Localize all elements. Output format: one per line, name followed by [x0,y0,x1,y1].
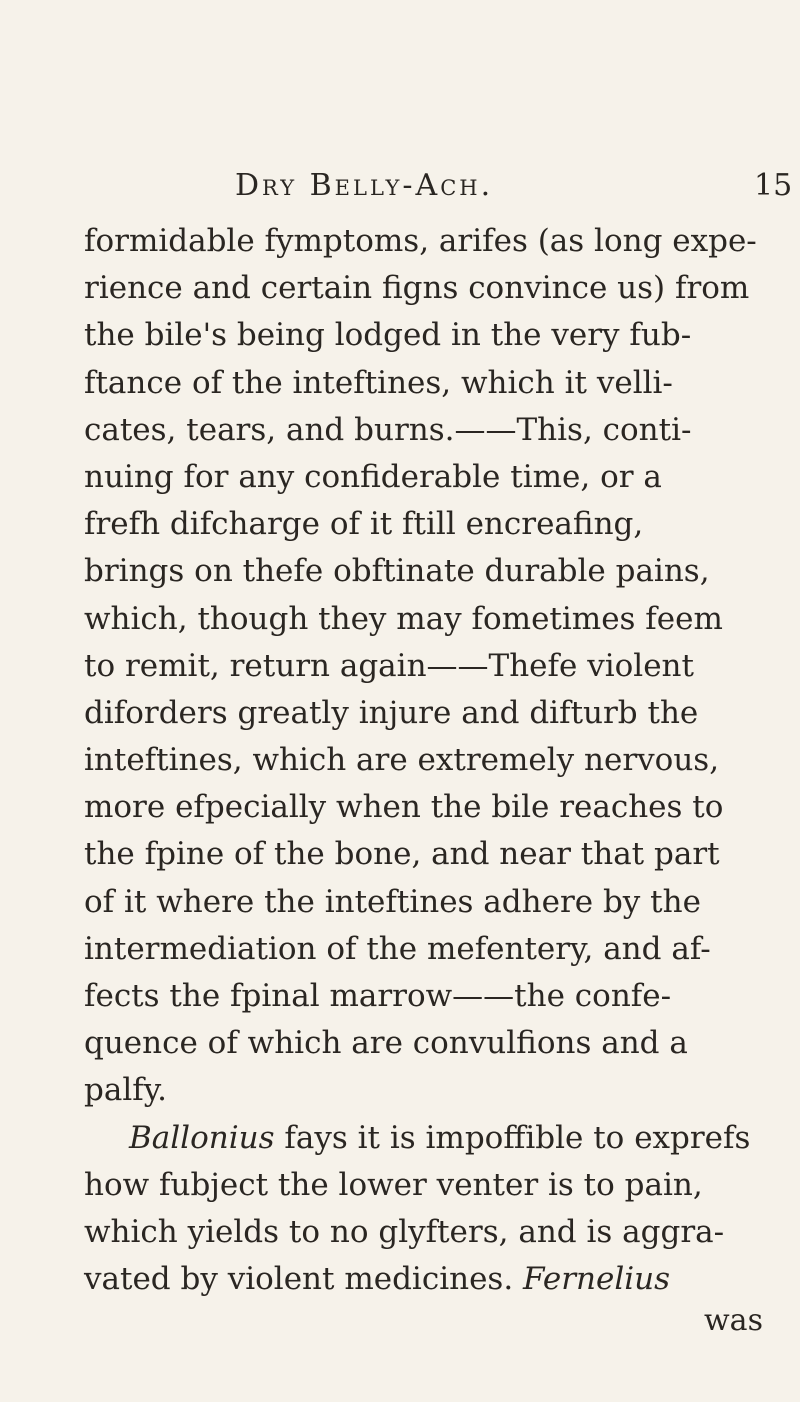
text-line: to remit, return again——Thefe violent [84,647,694,684]
text-line: intermediation of the mefentery, and af- [84,930,711,967]
text-line: how fubject the lower venter is to pain, [84,1166,703,1203]
text-line: nuing for any confiderable time, or a [84,458,662,495]
paragraph-start-line [84,1115,800,1162]
text-line: frefh difcharge of it ftill encreafing, [84,506,644,543]
text-line: the fpine of the bone, and near that part [84,836,720,873]
author-name-ballonius: Ballonius [129,1119,275,1156]
text-line: diforders greatly injure and difturb the [84,694,699,731]
page-number: 15 [754,168,793,203]
catchword: was [704,1303,763,1338]
text-line: quence of which are convulfions and a [84,1025,688,1062]
text-line: which yields to no glyfters, and is aggra- [84,1213,725,1250]
text-line: of it where the inteftines adhere by the [84,883,701,920]
text-line: brings on thefe obftinate durable pains, [84,553,710,590]
text-line: which, though they may fometimes feem [84,600,723,637]
text-fragment: vated by violent medicines. [84,1261,524,1298]
text-line: formidable fymptoms, arifes (as long expe- [84,223,757,259]
text-fragment: fays it is impoffible to exprefs [274,1119,751,1156]
text-line: more efpecially when the bile reaches to [84,789,724,826]
author-name-fernelius: Fernelius [523,1261,671,1298]
text-line: cates, tears, and burns.——This, conti- [84,411,692,448]
text-line-last [84,1256,800,1303]
text-line: fects the fpinal marrow——the confe- [84,978,672,1014]
text-line: inteftines, which are extremely nervous, [84,742,720,779]
text-line: ftance of the inteftines, which it velli- [84,364,673,401]
text-line: palfy. [84,1072,167,1109]
text-line: rience and certain figns convince us) from [84,270,750,307]
text-line: the bile's being lodged in the very fub- [84,317,692,354]
body-text [84,218,800,1303]
running-title: Dry Belly-Ach. [235,168,494,203]
